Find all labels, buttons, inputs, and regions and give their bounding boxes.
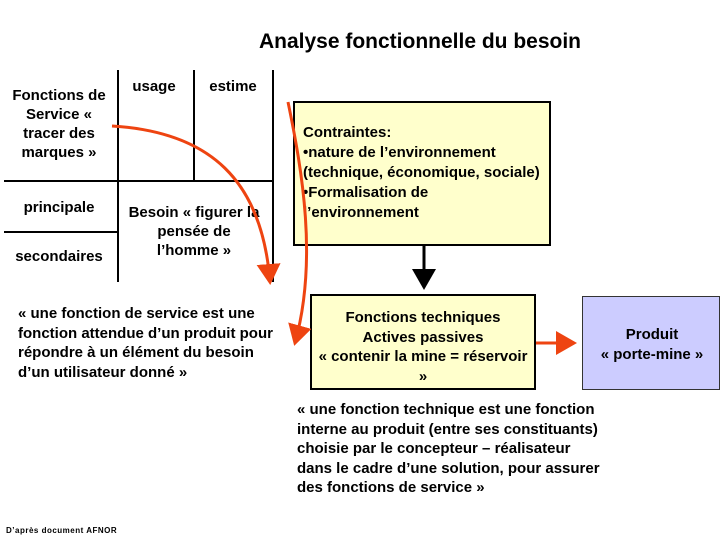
fonctions-techniques-text: Fonctions techniques Actives passives « contenir la mine = réservoir » [318, 309, 528, 385]
cell-principale: principale [23, 198, 95, 216]
cell-secondaires: secondaires [15, 247, 103, 265]
fonction-technique-definition: « une fonction technique est une fonction interne au produit (entre ses constituants) choisie par le concepteur – réalisateur dans le cadre d’une solution, pour assurer des fonctions de service » [297, 401, 600, 496]
fonction-service-definition: « une fonction de service est une fonction attendue d’un produit pour répondre à un élément du besoin d’un utilisateur donné » [18, 305, 273, 381]
cell-fonctions-de-service: Fonctions de Service « tracer des marques » [12, 87, 106, 161]
page-title: Analyse fonctionnelle du besoin [258, 30, 582, 53]
arrow-service-to-besoin [112, 126, 270, 282]
cell-besoin: Besoin « figurer la pensée de l’homme » [128, 203, 260, 259]
source-note: D’après document AFNOR [6, 526, 118, 535]
cell-estime: estime [209, 77, 257, 95]
arrow-to-fonctions-techniques [288, 102, 307, 343]
cell-usage: usage [132, 77, 176, 95]
produit-text: Produit « porte-mine » [600, 326, 704, 363]
contraintes-text: Contraintes: •nature de l’environnement (technique, économique, sociale) •Formalisation de l’environnement [303, 124, 540, 221]
